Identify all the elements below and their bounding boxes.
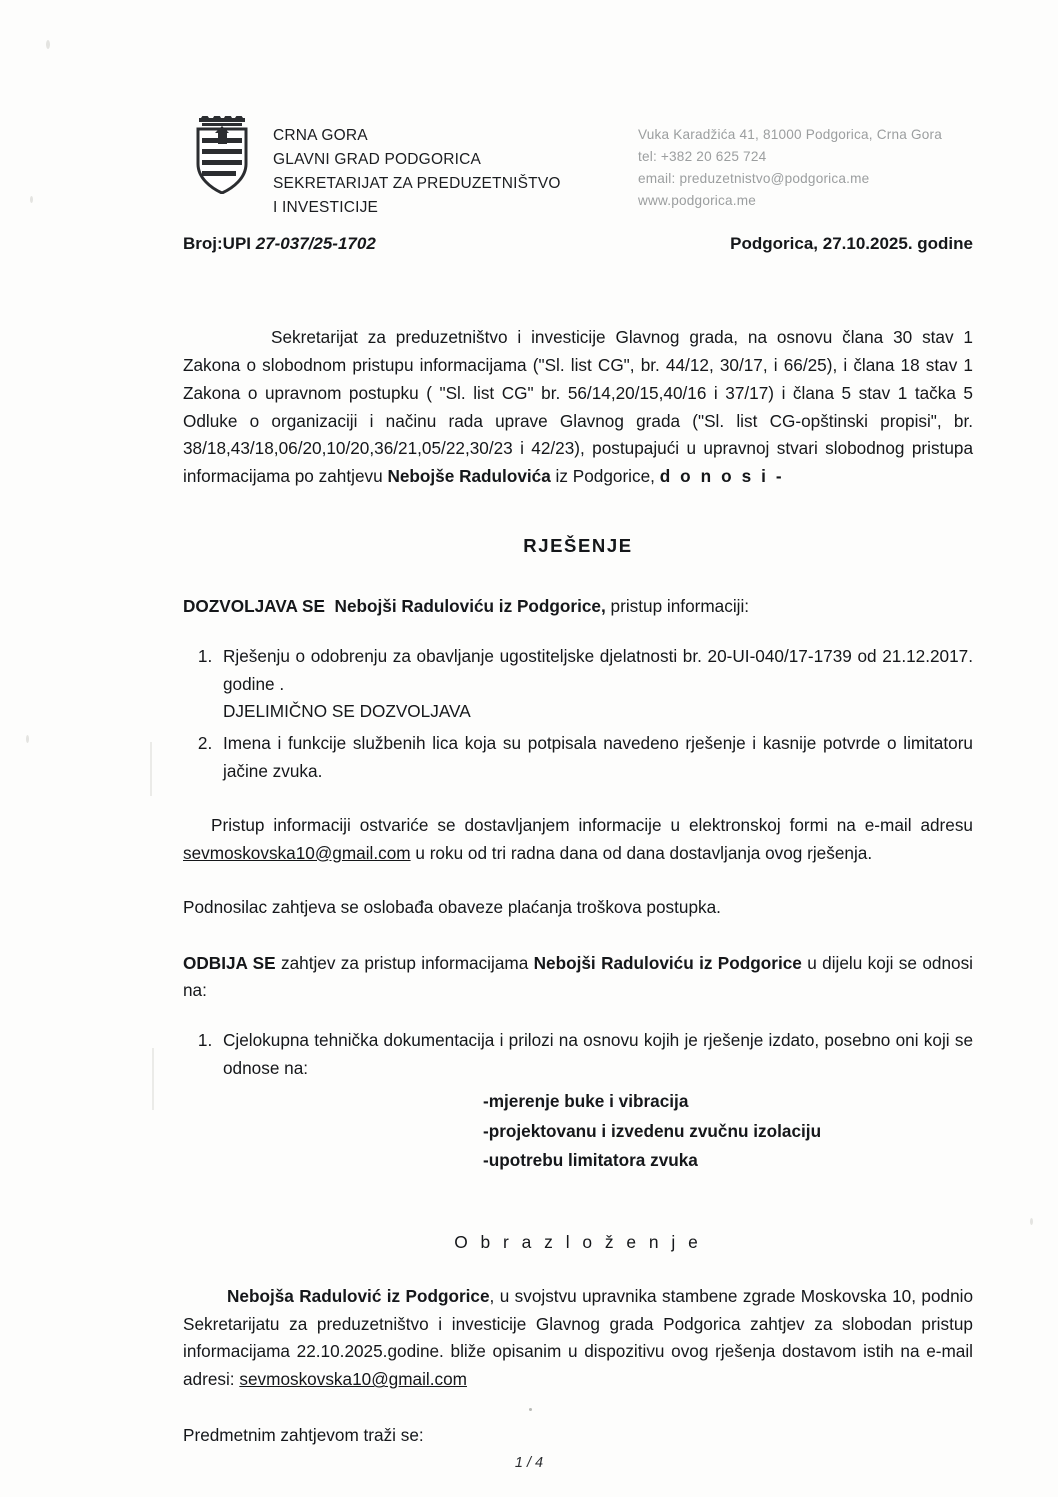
org-line-3: SEKRETARIJAT ZA PREDUZETNIŠTVO (273, 175, 561, 193)
org-line-2: GLAVNI GRAD PODGORICA (273, 151, 482, 169)
refuse-lead: ODBIJA SE (183, 952, 276, 973)
contact-address: Vuka Karadžića 41, 81000 Podgorica, Crna Gora (638, 127, 942, 142)
allow-section-header (183, 593, 973, 621)
scan-artifact (30, 196, 33, 203)
contact-email: email: preduzetnistvo@podgorica.me (638, 171, 870, 187)
delivery-email-link[interactable]: sevmoskovska10@gmail.com (183, 842, 411, 863)
refuse-dash-list (183, 1087, 973, 1176)
document-title: RJEŠENJE (523, 535, 633, 557)
list-item (217, 730, 973, 786)
refuse-dash-item-1: -mjerenje buke i vibracija (483, 1090, 689, 1111)
allow-tail: pristup informaciji: (605, 596, 750, 617)
applicant-name-intro: Nebojše Radulovića (387, 466, 551, 487)
allow-person: Nebojši Raduloviću iz Podgorice, (334, 596, 606, 617)
reasoning-email-link[interactable]: sevmoskovska10@gmail.com (239, 1369, 467, 1390)
scan-artifact (26, 735, 29, 743)
reference-row (183, 234, 973, 264)
refuse-section-header (183, 950, 973, 1006)
document-body (183, 0, 973, 1450)
contact-details (638, 124, 942, 212)
refuse-dash-item-3: -upotrebu limitatora zvuka (483, 1150, 698, 1171)
scan-artifact (46, 40, 50, 49)
reference-number (183, 234, 376, 254)
reasoning-body-text: , u svojstvu upravnika stambene zgrade Moskovska 10, podnio Sekretarijatu za preduzetništvo i investicije Glavnog grada Podgorica zahtjev za slobodan pristup informacijama 22.10.2025.godine. bliže opisanim u dispozitivu ovog rješenja dostavom istih na e-mail adresi: (183, 1285, 974, 1390)
reasoning-closing: Predmetnim zahtjevom traži se: (183, 1425, 424, 1446)
reasoning-applicant: Nebojša Radulović iz Podgorice (227, 1285, 490, 1306)
delivery-paragraph (183, 812, 973, 868)
org-line-1: CRNA GORA (273, 127, 368, 144)
refuse-person: Nebojši Raduloviću iz Podgorice (533, 952, 802, 973)
fees-paragraph: Podnosilac zahtjeva se oslobađa obaveze plaćanja troškova postupka. (183, 896, 721, 917)
scan-artifact (1030, 1218, 1033, 1225)
intro-text-a: Sekretarijat za preduzetništvo i investicije Glavnog grada, na osnovu člana 30 stav 1 Zakona o slobodnom pristupu informacijama ("Sl. list CG", br. 44/12, 30/17, i 66/25), i člana 18 stav 1 Zakona o upravnom postupku ( "Sl. list CG" br. 56/14,20/15,40/16 i 37/17) i člana 5 stav 1 tačka 5 Odluke o organizaciji i načinu rada uprave Glavnog grada ("Sl. list CG-opštinski propisi", br. 38/18,43/18,06/20,10/20,36/21,05/22,30/23 i 42/23), postupajući u upravnoj stvari slobodnog pristupa informacijama po zahtjevu (183, 327, 973, 487)
scan-artifact (150, 742, 152, 796)
refuse-list (183, 1027, 973, 1083)
intro-paragraph (183, 324, 973, 491)
reasoning-paragraph (183, 1283, 973, 1394)
allow-lead: DOZVOLJAVA SE (183, 596, 325, 617)
coat-of-arms-icon (193, 116, 251, 194)
refuse-mid: zahtjev za pristup informacijama (275, 952, 534, 973)
allow-list (183, 643, 973, 786)
reference-number-value: 27-037/25-1702 (255, 234, 376, 253)
refuse-dash-item-2: -projektovanu i izvedenu zvučnu izolaciju (483, 1120, 822, 1141)
reference-number-label: Broj:UPI (183, 234, 251, 253)
list-item (217, 1027, 973, 1083)
allow-item-1-sub: DJELIMIČNO SE DOZVOLJAVA (223, 701, 471, 722)
allow-item-1-text: Rješenju o odobrenju za obavljanje ugostiteljske djelatnosti br. 20-UI-040/17-1739 od 21.12.2017. godine . (223, 645, 973, 694)
refuse-item-1-text: Cjelokupna tehnička dokumentacija i prilozi na osnovu kojih je rješenje izdato, posebno oni koji se odnose na: (223, 1030, 973, 1079)
delivery-text-after: u roku od tri radna dana od dana dostavljanja ovog rješenja. (410, 842, 873, 863)
refuse-tail: u dijelu koji se odnosi na: (183, 952, 973, 1001)
reasoning-heading: O b r a z l o ž e n j e (454, 1231, 702, 1252)
contact-website[interactable]: www.podgorica.me (638, 193, 757, 209)
org-line-4: I INVESTICIJE (273, 199, 379, 217)
page-indicator: 1 / 4 (514, 1455, 544, 1471)
letterhead (183, 112, 973, 220)
scan-artifact (152, 1048, 154, 1110)
organization-name (273, 124, 561, 220)
list-item (217, 643, 973, 727)
donosi-word: d o n o s i - (659, 466, 785, 487)
allow-item-2-text: Imena i funkcije službenih lica koja su potpisala navedeno rješenje i kasnije potvrde o limitatoru jačine zvuka. (223, 733, 973, 782)
delivery-text-before: Pristup informaciji ostvariće se dostavljanjem informacije u elektronskoj formi na e-mail adresu (211, 814, 973, 835)
place-and-date: Podgorica, 27.10.2025. godine (730, 234, 973, 253)
contact-phone: tel: +382 20 625 724 (638, 149, 767, 165)
intro-text-b: iz Podgorice, (550, 466, 660, 487)
